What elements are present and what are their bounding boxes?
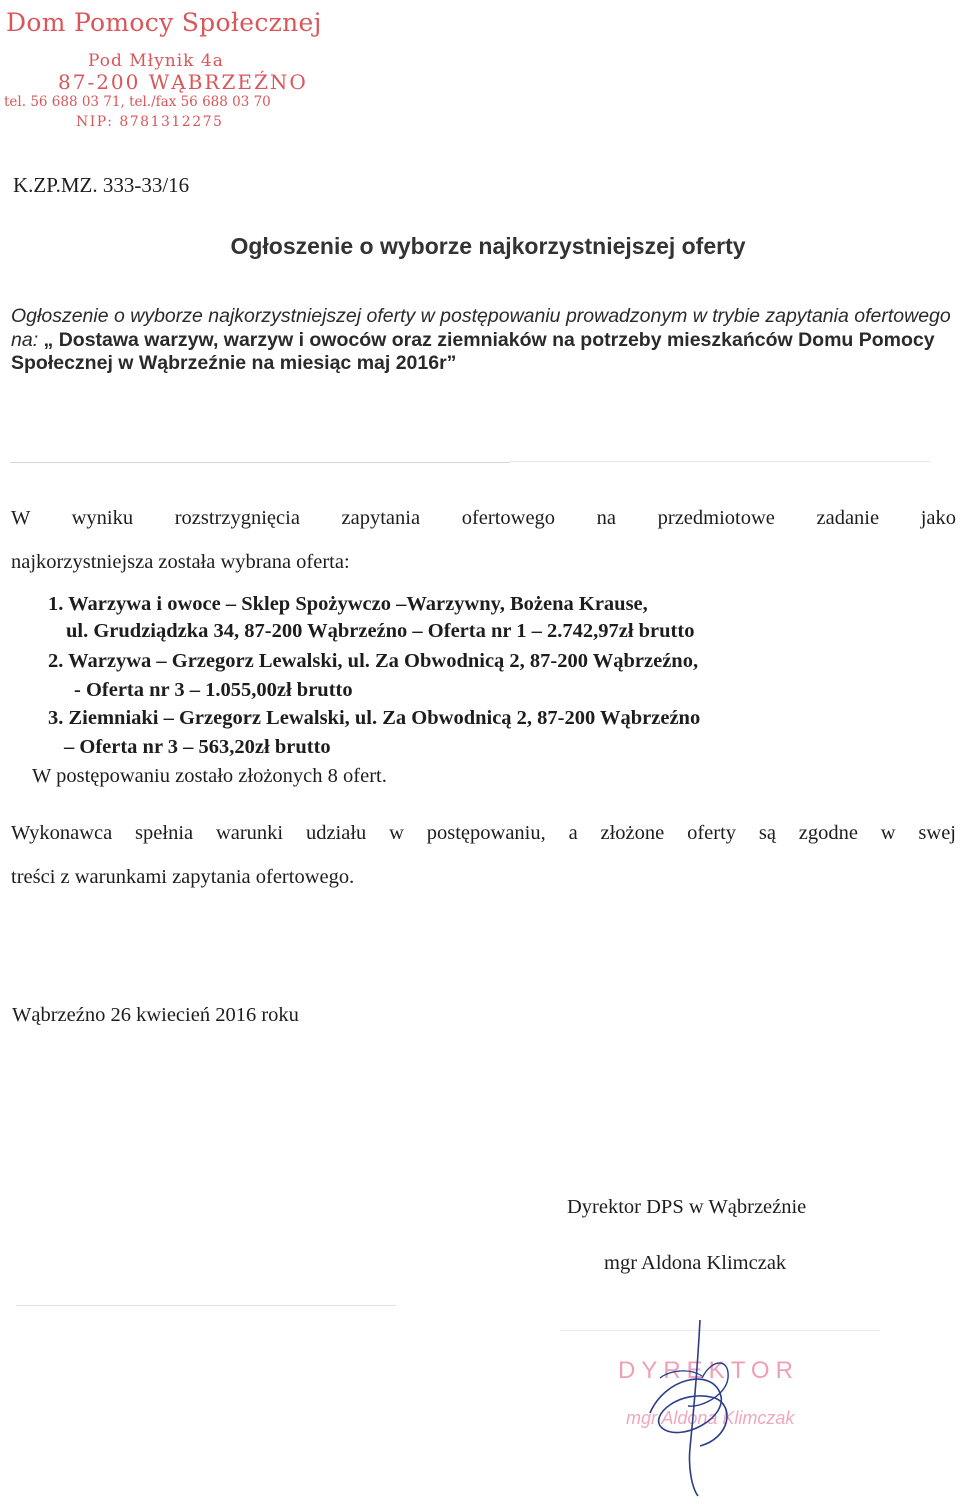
place-date: Wąbrzeźno 26 kwiecień 2016 roku — [12, 1004, 299, 1026]
offers-count: W postępowaniu zostało złożonych 8 ofert. — [32, 765, 387, 787]
signature-stamp-title: DYREKTOR — [618, 1357, 799, 1384]
offer-3-line-1: 3. Ziemniaki – Grzegorz Lewalski, ul. Za Obwodnicą 2, 87-200 Wąbrzeźno — [48, 707, 701, 729]
divider-line — [10, 462, 510, 463]
reference-number: K.ZP.MZ. 333-33/16 — [13, 173, 190, 197]
stamp-city: 87-200 WĄBRZEŹNO — [58, 70, 308, 94]
intro-italic: Ogłoszenie o wyborze najkorzystniejszej oferty w postępowaniu prowadzonym w trybie zapytania ofertowego na: — [11, 305, 951, 351]
result-line-2: najkorzystniejsza została wybrana oferta: — [11, 551, 350, 573]
offer-2-line-1: 2. Warzywa – Grzegorz Lewalski, ul. Za Obwodnicą 2, 87-200 Wąbrzeźno, — [48, 650, 699, 672]
intro-paragraph — [11, 305, 956, 376]
offer-3-line-2: – Oferta nr 3 – 563,20zł brutto — [64, 736, 331, 758]
result-line-1: W wyniku rozstrzygnięcia zapytania ofertowego na przedmiotowe zadanie jako — [11, 507, 956, 529]
intro-bold: „ Dostawa warzyw, warzyw i owoców oraz ziemniaków na potrzeby mieszkańców Domu Pomocy Społecznej w Wąbrzeźnie na miesiąc maj 2016r” — [11, 328, 935, 374]
signatory-name: mgr Aldona Klimczak — [604, 1252, 787, 1274]
stamp-nip: NIP: 8781312275 — [76, 114, 224, 130]
document-heading: Ogłoszenie o wyborze najkorzystniejszej oferty — [230, 233, 746, 259]
stamp-title: Dom Pomocy Społecznej — [6, 8, 322, 37]
signature-stamp-name: mgr Aldona Klimczak — [626, 1408, 795, 1428]
offer-2-line-2: - Oferta nr 3 – 1.055,00zł brutto — [74, 679, 353, 701]
offer-1-line-1: 1. Warzywa i owoce – Sklep Spożywczo –Warzywny, Bożena Krause, — [48, 593, 648, 615]
conditions-line-2: treści z warunkami zapytania ofertowego. — [11, 866, 355, 888]
conditions-line-1: Wykonawca spełnia warunki udziału w postępowaniu, a złożone oferty są zgodne w swej — [11, 822, 956, 844]
divider-line — [510, 461, 930, 462]
stamp-phone: tel. 56 688 03 71, tel./fax 56 688 03 70 — [4, 94, 271, 110]
signatory-title: Dyrektor DPS w Wąbrzeźnie — [567, 1196, 807, 1218]
handwritten-signature — [640, 1318, 750, 1498]
stamp-street: Pod Młynik 4a — [88, 51, 224, 71]
offer-1-line-2: ul. Grudziądzka 34, 87-200 Wąbrzeźno – Oferta nr 1 – 2.742,97zł brutto — [66, 620, 695, 642]
divider-line — [16, 1305, 396, 1306]
